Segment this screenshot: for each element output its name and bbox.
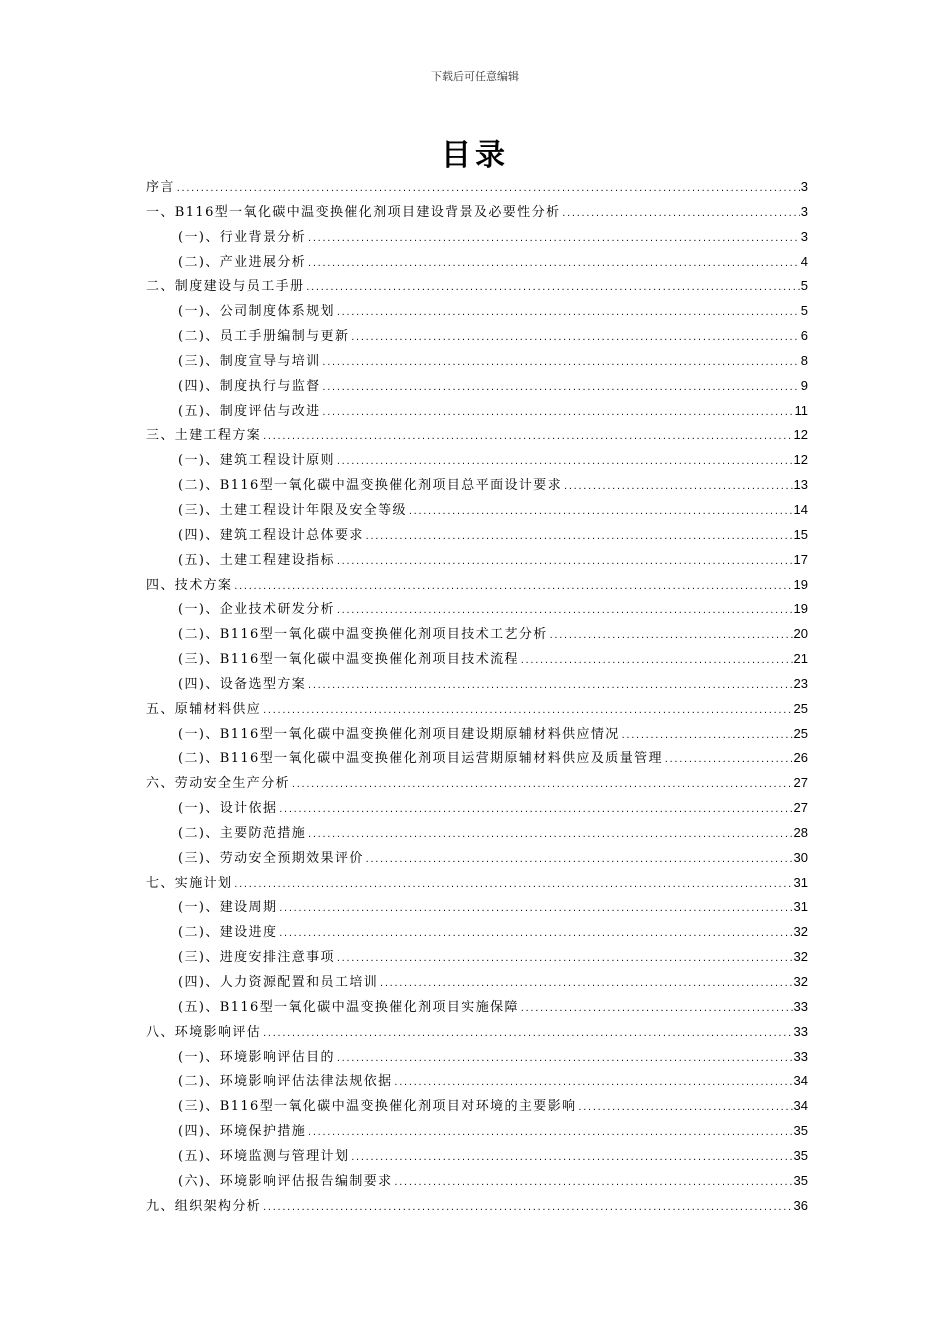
toc-entry-page-number: 3 (800, 228, 808, 244)
toc-entry-label: (二)、产业进展分析 (178, 254, 307, 270)
toc-dot-leader (291, 775, 793, 795)
toc-entry[interactable] (146, 773, 808, 798)
toc-entry-page-number: 17 (793, 551, 808, 567)
toc-dot-leader (322, 353, 800, 373)
toc-entry-label: (四)、建筑工程设计总体要求 (178, 527, 364, 543)
toc-entry[interactable] (146, 575, 808, 600)
toc-entry[interactable] (146, 425, 808, 450)
toc-entry-label: (五)、土建工程建设指标 (178, 552, 335, 568)
toc-dot-leader (278, 899, 792, 919)
toc-entry[interactable] (146, 798, 808, 823)
toc-dot-leader (520, 651, 793, 671)
toc-dot-leader (563, 477, 792, 497)
toc-dot-leader (350, 328, 799, 348)
toc-dot-leader (176, 179, 800, 199)
toc-dot-leader (379, 974, 792, 994)
toc-dot-leader (520, 999, 793, 1019)
toc-entry[interactable] (146, 1196, 808, 1221)
toc-entry-label: (五)、制度评估与改进 (178, 403, 321, 419)
toc-entry-page-number: 11 (794, 402, 808, 418)
toc-entry[interactable] (146, 848, 808, 873)
toc-entry-label: (一)、设计依据 (178, 801, 278, 817)
toc-entry-label: (二)、环境影响评估法律法规依据 (178, 1074, 393, 1090)
toc-entry-page-number: 31 (793, 899, 808, 915)
toc-entry-page-number: 33 (793, 1023, 808, 1039)
toc-entry-page-number: 23 (793, 675, 808, 691)
toc-dot-leader (664, 750, 793, 770)
toc-entry-label: 五、原辅材料供应 (146, 701, 262, 717)
toc-entry-label: (一)、企业技术研发分析 (178, 602, 335, 618)
toc-entry-label: (二)、B116型一氧化碳中温变换催化剂项目运营期原辅材料供应及质量管理 (178, 751, 663, 767)
toc-entry-page-number: 32 (793, 924, 808, 940)
toc-entry[interactable] (146, 699, 808, 724)
toc-entry[interactable] (146, 500, 808, 525)
toc-entry-label: 序言 (146, 180, 175, 195)
toc-dot-leader (336, 1049, 793, 1069)
toc-entry[interactable] (146, 525, 808, 550)
toc-entry-label: (三)、B116型一氧化碳中温变换催化剂项目技术流程 (178, 652, 519, 668)
toc-entry[interactable] (146, 724, 808, 749)
toc-dot-leader (408, 502, 793, 522)
toc-entry-page-number: 35 (793, 1123, 808, 1139)
toc-dot-leader (307, 229, 800, 249)
table-of-contents (146, 177, 808, 1220)
toc-entry[interactable] (146, 947, 808, 972)
toc-entry[interactable] (146, 376, 808, 401)
toc-dot-leader (350, 1148, 792, 1168)
toc-entry-page-number: 35 (793, 1147, 808, 1163)
toc-dot-leader (336, 552, 793, 572)
toc-entry-page-number: 33 (793, 998, 808, 1014)
toc-dot-leader (262, 701, 792, 721)
toc-entry-label: (二)、建设进度 (178, 925, 278, 941)
toc-dot-leader (233, 875, 792, 895)
toc-entry-label: (五)、环境监测与管理计划 (178, 1148, 350, 1164)
toc-entry[interactable] (146, 674, 808, 699)
toc-entry-label: 八、环境影响评估 (146, 1024, 262, 1040)
toc-entry-label: (一)、公司制度体系规划 (178, 304, 335, 320)
toc-dot-leader (336, 303, 800, 323)
toc-dot-leader (322, 378, 800, 398)
toc-dot-leader (336, 601, 793, 621)
toc-entry[interactable] (146, 227, 808, 252)
toc-dot-leader (394, 1073, 793, 1093)
toc-dot-leader (365, 527, 793, 547)
toc-entry-label: 一、B116型一氧化碳中温变换催化剂项目建设背景及必要性分析 (146, 204, 561, 220)
toc-entry[interactable] (146, 177, 808, 202)
toc-entry-page-number: 33 (793, 1048, 808, 1064)
toc-entry-label: 四、技术方案 (146, 577, 233, 593)
toc-entry-page-number: 13 (793, 477, 808, 493)
toc-entry[interactable] (146, 276, 808, 301)
toc-entry-label: (二)、员工手册编制与更新 (178, 329, 350, 345)
toc-entry-page-number: 31 (793, 874, 808, 890)
toc-entry-page-number: 34 (793, 1098, 808, 1114)
toc-entry-label: (三)、土建工程设计年限及安全等级 (178, 502, 407, 518)
toc-entry[interactable] (146, 748, 808, 773)
toc-entry[interactable] (146, 972, 808, 997)
toc-entry-page-number: 25 (793, 700, 808, 716)
toc-entry-label: (四)、人力资源配置和员工培训 (178, 975, 379, 990)
toc-entry[interactable] (146, 326, 808, 351)
toc-entry-label: (二)、主要防范措施 (178, 825, 307, 841)
toc-entry[interactable] (146, 599, 808, 624)
toc-entry-label: (一)、行业背景分析 (178, 229, 307, 245)
toc-entry-label: (三)、B116型一氧化碳中温变换催化剂项目对环境的主要影响 (178, 1099, 577, 1115)
toc-dot-leader (549, 626, 793, 646)
toc-entry-label: (三)、进度安排注意事项 (178, 950, 335, 966)
toc-entry[interactable] (146, 202, 808, 227)
toc-entry-page-number: 8 (800, 352, 808, 368)
toc-entry[interactable] (146, 873, 808, 898)
toc-entry[interactable] (146, 897, 808, 922)
toc-dot-leader (578, 1098, 793, 1118)
toc-dot-leader (305, 278, 799, 298)
toc-entry[interactable] (146, 401, 808, 426)
toc-dot-leader (394, 1173, 793, 1193)
toc-entry[interactable] (146, 823, 808, 848)
toc-entry[interactable] (146, 351, 808, 376)
toc-entry-page-number: 3 (800, 179, 808, 194)
toc-entry-label: (一)、建筑工程设计原则 (178, 453, 335, 469)
toc-entry-page-number: 19 (793, 576, 808, 592)
toc-entry-label: (一)、环境影响评估目的 (178, 1049, 335, 1065)
toc-dot-leader (262, 1024, 792, 1044)
toc-entry-page-number: 19 (793, 601, 808, 617)
toc-dot-leader (262, 427, 792, 447)
toc-entry[interactable] (146, 1121, 808, 1146)
toc-dot-leader (322, 403, 794, 423)
toc-entry-page-number: 27 (793, 775, 808, 791)
header-note: 下载后可任意编辑 (431, 70, 519, 83)
toc-entry-label: (五)、B116型一氧化碳中温变换催化剂项目实施保障 (178, 999, 519, 1015)
toc-entry-label: (六)、环境影响评估报告编制要求 (178, 1173, 393, 1189)
toc-entry-page-number: 35 (793, 1172, 808, 1188)
toc-entry-page-number: 26 (793, 750, 808, 766)
toc-entry-label: (三)、劳动安全预期效果评价 (178, 850, 364, 866)
toc-entry-page-number: 32 (793, 949, 808, 965)
toc-entry-page-number: 28 (793, 824, 808, 840)
toc-entry-page-number: 36 (793, 1197, 808, 1213)
toc-entry-page-number: 21 (793, 651, 808, 667)
toc-dot-leader (262, 1198, 792, 1218)
toc-dot-leader (561, 204, 799, 224)
toc-entry-page-number: 12 (793, 452, 808, 468)
toc-dot-leader (307, 254, 800, 274)
toc-entry[interactable] (146, 1171, 808, 1196)
toc-dot-leader (307, 676, 792, 696)
toc-entry-label: (一)、B116型一氧化碳中温变换催化剂项目建设期原辅材料供应情况 (178, 726, 620, 742)
toc-entry[interactable] (146, 922, 808, 947)
toc-dot-leader (336, 452, 793, 472)
toc-entry-page-number: 32 (793, 974, 808, 989)
toc-dot-leader (278, 924, 792, 944)
toc-entry[interactable] (146, 301, 808, 326)
toc-dot-leader (621, 726, 793, 746)
toc-dot-leader (278, 800, 792, 820)
toc-entry-page-number: 3 (800, 203, 808, 219)
page-title: 目录 (441, 138, 509, 173)
toc-entry-page-number: 4 (800, 253, 808, 269)
toc-entry-page-number: 20 (793, 626, 808, 642)
toc-entry-page-number: 15 (793, 526, 808, 542)
toc-entry-label: (二)、B116型一氧化碳中温变换催化剂项目总平面设计要求 (178, 478, 563, 494)
toc-entry-label: 九、组织架构分析 (146, 1198, 262, 1214)
toc-dot-leader (336, 949, 793, 969)
toc-entry-page-number: 12 (793, 427, 808, 443)
toc-entry-label: (二)、B116型一氧化碳中温变换催化剂项目技术工艺分析 (178, 627, 548, 643)
toc-entry[interactable] (146, 649, 808, 674)
toc-entry-label: (四)、制度执行与监督 (178, 378, 321, 394)
toc-entry-page-number: 34 (793, 1073, 808, 1089)
toc-entry-page-number: 25 (793, 725, 808, 741)
toc-entry[interactable] (146, 475, 808, 500)
toc-entry[interactable] (146, 1096, 808, 1121)
toc-entry-label: (一)、建设周期 (178, 900, 278, 916)
toc-entry[interactable] (146, 1047, 808, 1072)
toc-entry-page-number: 5 (800, 278, 808, 294)
toc-entry-page-number: 27 (793, 800, 808, 816)
toc-entry[interactable] (146, 1022, 808, 1047)
toc-entry[interactable] (146, 997, 808, 1022)
toc-dot-leader (365, 850, 793, 870)
toc-entry[interactable] (146, 550, 808, 575)
toc-entry-label: 二、制度建设与员工手册 (146, 279, 305, 295)
toc-entry[interactable] (146, 1071, 808, 1096)
toc-entry-page-number: 6 (800, 328, 808, 344)
toc-entry-label: 六、劳动安全生产分析 (146, 776, 291, 792)
toc-dot-leader (307, 1123, 792, 1143)
toc-entry-label: (三)、制度宣导与培训 (178, 353, 321, 369)
toc-dot-leader (233, 577, 792, 597)
toc-entry-label: 七、实施计划 (146, 875, 233, 891)
toc-entry-label: 三、土建工程方案 (146, 428, 262, 444)
toc-dot-leader (307, 825, 792, 845)
toc-entry-page-number: 5 (800, 303, 808, 319)
toc-entry[interactable] (146, 1146, 808, 1171)
toc-entry-label: (四)、设备选型方案 (178, 676, 307, 692)
toc-entry-page-number: 14 (793, 501, 808, 517)
toc-entry-page-number: 30 (793, 849, 808, 865)
toc-entry[interactable] (146, 450, 808, 475)
toc-entry-page-number: 9 (800, 377, 808, 393)
toc-entry-label: (四)、环境保护措施 (178, 1124, 307, 1140)
toc-entry[interactable] (146, 252, 808, 277)
toc-entry[interactable] (146, 624, 808, 649)
